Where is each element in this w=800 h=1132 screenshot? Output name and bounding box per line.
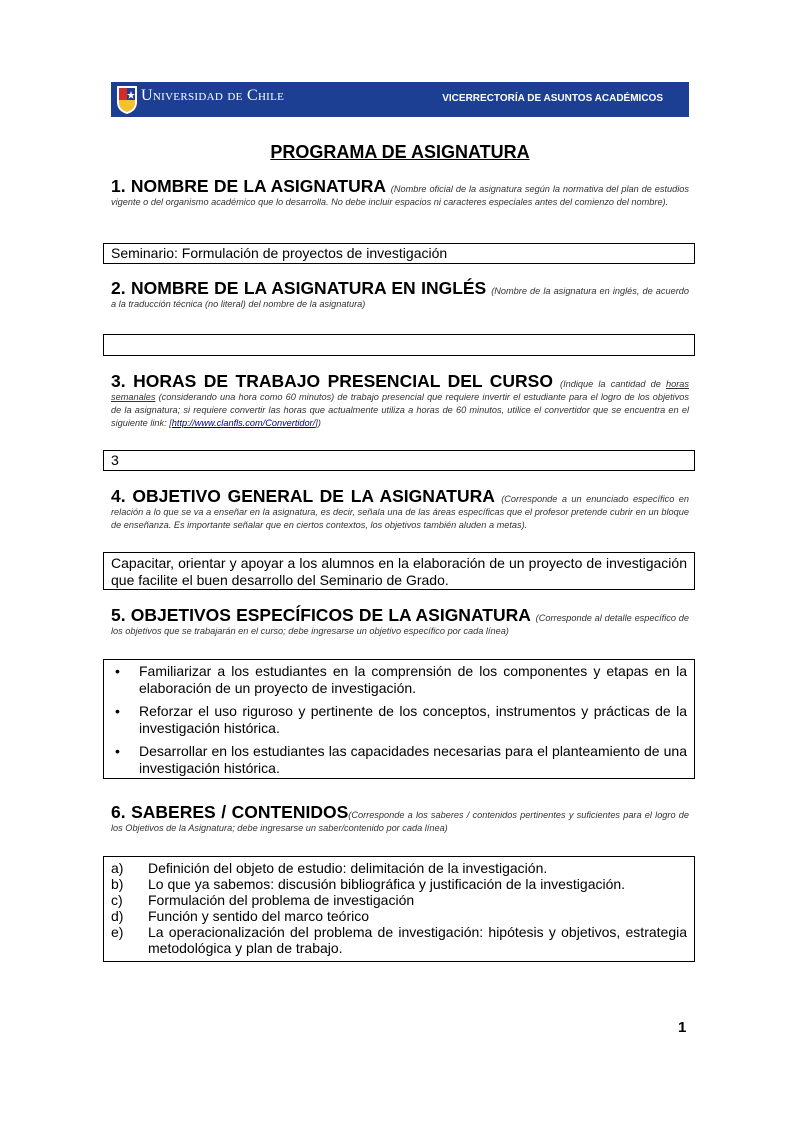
course-name-box <box>103 243 695 264</box>
section-note: (Indique la cantidad de horas semanales (considerando una hora como 60 minutos) de trabajo presencial que requiere invertir el estudiante para el logro de los objetivos de la asignatura; si requiere convertir las horas que actualmente utiliza a horas de 60 minutos, utilice el convertidor que se encuentra en el siguiente link: [http://www.clanfls.com/Convertidor/]) <box>111 379 689 428</box>
section-6 <box>111 802 689 834</box>
section-1 <box>111 176 689 208</box>
section-note: (Corresponde al detalle específico de los objetivos que se trabajarán en el curso; debe ingresarse un objetivo específico por cada línea) <box>111 613 689 636</box>
list-item: a) Definición del objeto de estudio: delimitación de la investigación. <box>111 860 548 876</box>
list-item: e) La operacionalización del problema de investigación: hipótesis y objetivos, estrategia metodológica y plan de trabajo. <box>111 924 687 956</box>
section-heading: 1. NOMBRE DE LA ASIGNATURA <box>111 176 386 196</box>
section-note: (Nombre de la asignatura en inglés, de acuerdo a la traducción técnica (no literal) del nombre de la asignatura) <box>111 286 689 309</box>
list-item: c) Formulación del problema de investigación <box>111 892 415 908</box>
section-heading: 5. OBJETIVOS ESPECÍFICOS DE LA ASIGNATURA <box>111 605 531 625</box>
specific-objectives-list <box>111 663 687 777</box>
list-item: d) Función y sentido del marco teórico <box>111 908 369 924</box>
section-2 <box>111 278 689 310</box>
university-crest-icon <box>115 84 139 115</box>
list-item: • Reforzar el uso riguroso y pertinente de los conceptos, instrumentos y prácticas de la investigación histórica. <box>115 703 687 736</box>
contents-list <box>111 860 687 956</box>
list-item: • Desarrollar en los estudiantes las capacidades necesarias para el planteamiento de una investigación histórica. <box>115 743 687 776</box>
contents-box <box>103 856 695 962</box>
english-name-box <box>103 334 695 356</box>
course-name-value: Seminario: Formulación de proyectos de investigación <box>111 245 448 261</box>
section-heading: 4. OBJETIVO GENERAL DE LA ASIGNATURA <box>111 486 495 506</box>
list-item: • Familiarizar a los estudiantes en la comprensión de los componentes y etapas en la elaboración de un proyecto de investigación. <box>115 663 687 696</box>
general-objective-value: Capacitar, orientar y apoyar a los alumnos en la elaboración de un proyecto de investigación que facilite el buen desarrollo del Seminario de Grado. <box>111 555 687 588</box>
section-note: (Corresponde a un enunciado específico en relación a lo que se va a enseñar en la asignatura, es decir, señala una de las áreas específicas que el profesor pretende cubrir en un bloque de enseñanza. Es importante señalar que en ciertos contextos, los objetivos también aluden a metas). <box>111 494 689 530</box>
converter-link[interactable]: http://www.clanfls.com/Convertidor/ <box>171 418 316 428</box>
hours-box <box>103 450 695 471</box>
section-note: (Nombre oficial de la asignatura según la normativa del plan de estudios vigente o del organismo académico que lo desarrolla. No debe incluir espacios ni caracteres especiales antes del comienzo del nombre). <box>111 184 689 207</box>
document-title: PROGRAMA DE ASIGNATURA <box>270 142 530 162</box>
section-5 <box>111 605 689 637</box>
specific-objectives-box <box>103 659 695 779</box>
header-banner <box>111 82 689 117</box>
section-heading: 2. NOMBRE DE LA ASIGNATURA EN INGLÉS <box>111 278 487 298</box>
list-item: b) Lo que ya sabemos: discusión bibliográfica y justificación de la investigación. <box>111 876 626 892</box>
university-name: Universidad de Chile <box>141 87 285 104</box>
vicerrectoria-label: VICERRECTORÍA DE ASUNTOS ACADÉMICOS <box>442 93 663 104</box>
section-heading: 6. SABERES / CONTENIDOS <box>111 802 349 822</box>
page-number: 1 <box>678 1019 687 1036</box>
section-heading: 3. HORAS DE TRABAJO PRESENCIAL DEL CURSO <box>111 371 553 391</box>
section-note: (Corresponde a los saberes / contenidos pertinentes y suficientes para el logro de los Objetivos de la Asignatura; debe ingresarse un saber/contenido por cada línea) <box>111 810 689 833</box>
general-objective-box <box>103 552 695 590</box>
hours-value: 3 <box>111 452 119 468</box>
section-3 <box>111 371 689 429</box>
section-4 <box>111 486 689 531</box>
